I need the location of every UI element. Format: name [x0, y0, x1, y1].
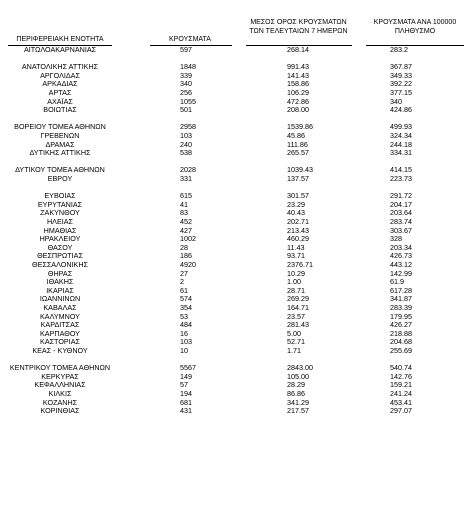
cell-avg7: 164.71 [287, 303, 309, 312]
cell-per100k: 241.24 [390, 389, 412, 398]
cell-avg7: 281.43 [287, 320, 309, 330]
table-row [0, 106, 470, 115]
header-per100k-line1: ΚΡΟΥΣΜΑΤΑ ΑΝΑ 100000 [373, 19, 457, 26]
cell-avg7: 45.86 [287, 131, 305, 140]
cell-avg7: 40.43 [287, 208, 305, 218]
cell-regional-unit: ΙΘΑΚΗΣ [46, 278, 74, 287]
cell-regional-unit: ΚΑΡΠΑΘΟΥ [40, 329, 80, 338]
cell-avg7: 86.86 [287, 389, 305, 398]
cell-regional-unit: ΚΟΖΑΝΗΣ [42, 398, 78, 407]
cell-regional-unit: ΑΙΤΩΛΟΑΚΑΡΝΑΝΙΑΣ [23, 46, 97, 54]
cell-regional-unit: ΗΡΑΚΛΕΙΟΥ [39, 235, 81, 244]
cell-avg7: 158.86 [287, 79, 309, 89]
cell-per100k: 223.73 [390, 174, 412, 183]
cell-avg7: 269.29 [287, 294, 309, 304]
cell-avg7: 202.71 [287, 217, 309, 226]
cell-cases: 1002 [180, 234, 196, 244]
header-per100k-line2: ΠΛΗΘΥΣΜΟ [394, 27, 436, 35]
cell-cases: 41 [180, 199, 188, 209]
cell-cases: 597 [180, 45, 192, 54]
cell-per100k: 324.34 [390, 131, 412, 140]
cell-per100k: 341.87 [390, 294, 412, 304]
cell-regional-unit: ΚΙΛΚΙΣ [48, 390, 72, 398]
cell-cases: 53 [180, 311, 188, 321]
cell-avg7: 1.71 [287, 346, 301, 355]
cell-per100k: 203.34 [390, 242, 412, 252]
table-row [0, 149, 470, 158]
cell-cases: 5567 [180, 363, 196, 373]
cell-per100k: 142.99 [390, 268, 412, 278]
cell-per100k: 453.41 [390, 397, 412, 407]
cell-avg7: 991.43 [287, 62, 309, 72]
cell-cases: 1055 [180, 96, 196, 106]
cell-cases: 2028 [180, 165, 196, 175]
cell-cases: 28 [180, 242, 188, 252]
cell-cases: 16 [180, 328, 188, 338]
cell-per100k: 283.2 [390, 45, 408, 54]
table-row [0, 175, 470, 184]
header-avg7-line1: ΜΕΣΟΣ ΟΡΟΣ ΚΡΟΥΣΜΑΤΩΝ [250, 19, 347, 26]
cell-cases: 149 [180, 371, 192, 381]
cell-regional-unit: ΘΗΡΑΣ [47, 269, 73, 278]
cell-regional-unit: ΑΝΑΤΟΛΙΚΗΣ ΑΤΤΙΚΗΣ [21, 63, 99, 72]
header-per100k [360, 19, 470, 36]
cell-regional-unit: ΚΕΡΚΥΡΑΣ [41, 372, 79, 381]
cell-cases: 103 [180, 131, 192, 140]
header-avg7 [232, 19, 365, 36]
cell-avg7: 93.71 [287, 251, 305, 261]
cell-regional-unit: ΑΡΚΑΔΙΑΣ [42, 80, 78, 89]
cell-cases: 256 [180, 88, 192, 97]
cell-per100k: 367.87 [390, 62, 412, 72]
cell-per100k: 204.68 [390, 337, 412, 347]
cell-cases: 484 [180, 320, 192, 330]
cell-per100k: 283.74 [390, 217, 412, 226]
cell-per100k: 244.18 [390, 139, 412, 149]
cell-cases: 2 [180, 277, 184, 287]
cell-per100k: 61.9 [390, 277, 404, 287]
table-row [0, 46, 470, 55]
cell-regional-unit: ΚΑΛΥΜΝΟΥ [40, 312, 80, 321]
cell-regional-unit: ΑΡΤΑΣ [48, 89, 72, 97]
cell-per100k: 443.12 [390, 260, 412, 269]
table-row [0, 347, 470, 356]
cell-cases: 574 [180, 294, 192, 304]
cell-per100k: 377.15 [390, 88, 412, 97]
cell-avg7: 23.57 [287, 311, 305, 321]
cell-cases: 452 [180, 217, 192, 226]
cell-regional-unit: ΚΕΝΤΡΙΚΟΥ ΤΟΜΕΑ ΑΘΗΝΩΝ [9, 364, 111, 373]
cell-avg7: 137.57 [287, 174, 309, 183]
cell-avg7: 217.57 [287, 406, 309, 416]
cell-avg7: 265.57 [287, 148, 309, 158]
cell-per100k: 426.27 [390, 320, 412, 330]
cell-regional-unit: ΕΒΡΟΥ [47, 175, 73, 183]
cell-avg7: 2843.00 [287, 363, 313, 373]
cell-cases: 501 [180, 105, 192, 115]
header-avg7-line2: ΤΩΝ ΤΕΛΕΥΤΑΙΩΝ 7 ΗΜΕΡΩΝ [249, 27, 348, 35]
cell-regional-unit: ΔΥΤΙΚΟΥ ΤΟΜΕΑ ΑΘΗΝΩΝ [15, 166, 105, 175]
cell-per100k: 179.95 [390, 311, 412, 321]
table-row [0, 407, 470, 416]
cell-cases: 83 [180, 208, 188, 218]
cell-per100k: 142.76 [390, 371, 412, 381]
cell-regional-unit: ΓΡΕΒΕΝΩΝ [40, 132, 80, 140]
cell-avg7: 10.29 [287, 268, 305, 278]
cell-avg7: 28.29 [287, 380, 305, 390]
cell-avg7: 208.00 [287, 105, 309, 115]
cell-regional-unit: ΘΕΣΣΑΛΟΝΙΚΗΣ [32, 261, 88, 269]
cell-regional-unit: ΙΩΑΝΝΙΝΩΝ [39, 295, 81, 304]
cell-regional-unit: ΗΛΕΙΑΣ [46, 218, 74, 226]
cell-per100k: 540.74 [390, 363, 412, 373]
cell-per100k: 328 [390, 234, 402, 244]
cell-per100k: 159.21 [390, 380, 412, 390]
cell-cases: 57 [180, 380, 188, 390]
cell-per100k: 303.67 [390, 225, 412, 235]
cell-regional-unit: ΕΥΒΟΙΑΣ [44, 192, 76, 201]
cell-regional-unit: ΑΡΓΟΛΙΔΑΣ [40, 71, 80, 80]
cell-regional-unit: ΔΡΑΜΑΣ [45, 140, 75, 149]
cell-avg7: 472.86 [287, 96, 309, 106]
cell-avg7: 301.57 [287, 191, 309, 201]
cell-avg7: 460.29 [287, 234, 309, 244]
cell-cases: 103 [180, 337, 192, 347]
cell-cases: 681 [180, 397, 192, 407]
cell-regional-unit: ΒΟΡΕΙΟΥ ΤΟΜΕΑ ΑΘΗΝΩΝ [14, 123, 106, 132]
cell-per100k: 203.64 [390, 208, 412, 218]
cell-avg7: 111.86 [287, 139, 308, 149]
cell-per100k: 414.15 [390, 165, 412, 175]
cell-regional-unit: ΗΜΑΘΙΑΣ [43, 226, 77, 235]
cell-avg7: 52.71 [287, 337, 305, 347]
cell-per100k: 204.17 [390, 199, 412, 209]
cell-cases: 331 [180, 174, 192, 183]
cell-cases: 186 [180, 251, 192, 261]
cell-avg7: 1.00 [287, 277, 301, 287]
cell-avg7: 11.43 [287, 242, 305, 252]
cell-cases: 194 [180, 389, 192, 398]
cell-per100k: 392.22 [390, 79, 412, 89]
cell-regional-unit: ΚΟΡΙΝΘΙΑΣ [40, 407, 80, 416]
cell-regional-unit: ΕΥΡΥΤΑΝΙΑΣ [37, 200, 83, 209]
cell-cases: 340 [180, 79, 192, 89]
cell-cases: 61 [180, 285, 188, 295]
cell-per100k: 340 [390, 96, 402, 106]
cell-avg7: 5.00 [287, 328, 301, 338]
cell-avg7: 341.29 [287, 397, 309, 407]
cell-regional-unit: ΚΕΑΣ - ΚΥΘΝΟΥ [32, 347, 88, 355]
cell-per100k: 349.33 [390, 70, 412, 80]
cell-regional-unit: ΘΑΣΟΥ [47, 243, 73, 252]
cell-cases: 427 [180, 225, 192, 235]
cell-per100k: 297.07 [390, 406, 412, 416]
cell-cases: 240 [180, 139, 192, 149]
cell-per100k: 426.73 [390, 251, 412, 261]
cell-cases: 2958 [180, 122, 196, 132]
cell-regional-unit: ΚΑΒΑΛΑΣ [43, 304, 77, 312]
cell-regional-unit: ΙΚΑΡΙΑΣ [46, 286, 74, 295]
cell-avg7: 105.00 [287, 371, 309, 381]
cell-regional-unit: ΖΑΚΥΝΘΟΥ [40, 209, 80, 218]
cell-per100k: 334.31 [390, 148, 412, 158]
header-cases: ΚΡΟΥΣΜΑΤΑ [169, 36, 211, 43]
cell-cases: 431 [180, 406, 192, 416]
cell-avg7: 28.71 [287, 285, 305, 295]
cell-avg7: 1039.43 [287, 165, 313, 175]
cell-regional-unit: ΑΧΑΪΑΣ [47, 97, 73, 106]
cell-cases: 27 [180, 268, 188, 278]
cell-cases: 538 [180, 148, 192, 158]
cell-cases: 339 [180, 70, 192, 80]
cell-regional-unit: ΔΥΤΙΚΗΣ ΑΤΤΙΚΗΣ [29, 149, 91, 158]
cell-avg7: 1539.86 [287, 122, 313, 132]
cell-regional-unit: ΚΕΦΑΛΛΗΝΙΑΣ [34, 381, 86, 390]
cell-cases: 1848 [180, 62, 196, 72]
cell-avg7: 23.29 [287, 199, 305, 209]
cell-regional-unit: ΚΑΣΤΟΡΙΑΣ [40, 338, 80, 347]
cell-per100k: 283.39 [390, 303, 412, 312]
cell-cases: 615 [180, 191, 192, 201]
cell-cases: 10 [180, 346, 188, 355]
cell-per100k: 291.72 [390, 191, 412, 201]
cell-regional-unit: ΚΑΡΔΙΤΣΑΣ [40, 321, 80, 330]
cell-avg7: 213.43 [287, 225, 309, 235]
cell-per100k: 499.93 [390, 122, 412, 132]
cell-per100k: 218.88 [390, 328, 412, 338]
cell-regional-unit: ΘΕΣΠΡΩΤΙΑΣ [37, 252, 83, 261]
cell-avg7: 106.29 [287, 88, 309, 97]
cell-per100k: 617.28 [390, 285, 412, 295]
cell-per100k: 424.86 [390, 105, 412, 115]
cell-per100k: 255.69 [390, 346, 412, 355]
cell-cases: 354 [180, 303, 192, 312]
cell-avg7: 268.14 [287, 45, 309, 54]
cell-avg7: 141.43 [287, 70, 309, 80]
cell-avg7: 2376.71 [287, 260, 313, 269]
header-regional-unit: ΠΕΡΙΦΕΡΕΙΑΚΗ ΕΝΟΤΗΤΑ [16, 36, 104, 43]
cell-regional-unit: ΒΟΙΩΤΙΑΣ [43, 106, 77, 115]
cell-cases: 4920 [180, 260, 196, 269]
